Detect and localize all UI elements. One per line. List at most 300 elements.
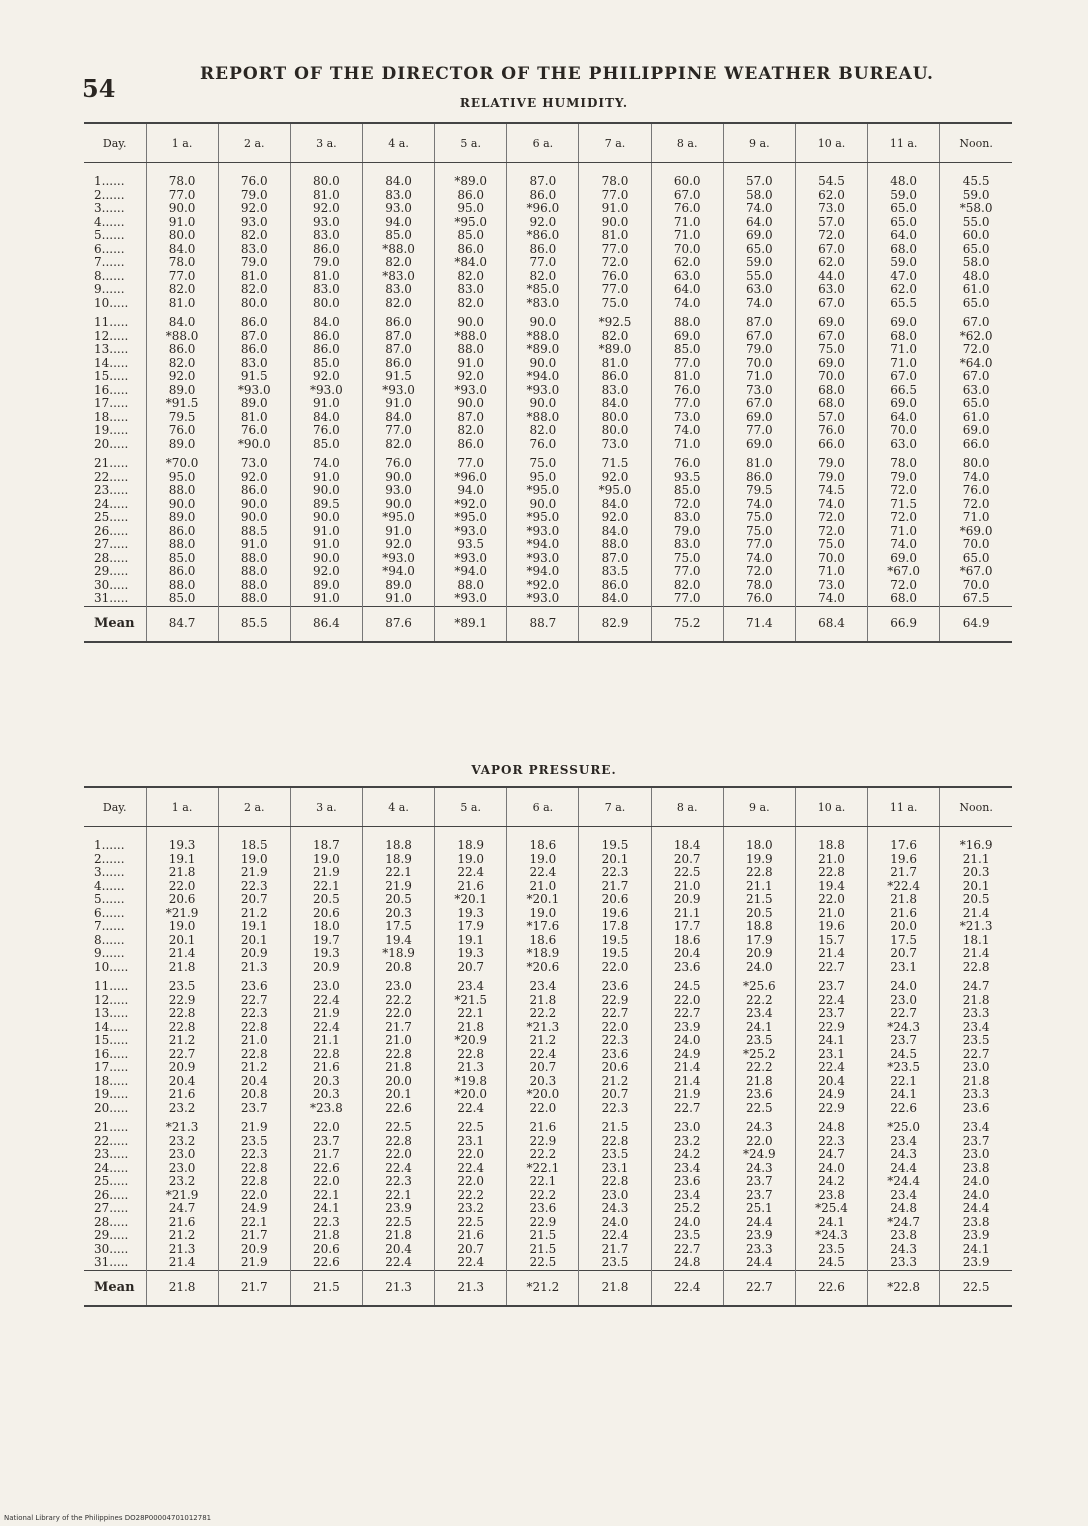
column-header: 1 a.	[146, 787, 218, 827]
table-cell: *88.0	[507, 411, 579, 425]
table-cell: 23.9	[940, 1256, 1012, 1270]
table-cell: 71.5	[868, 498, 940, 512]
table-cell: 17.8	[579, 920, 651, 934]
table-cell: 65.5	[868, 297, 940, 311]
table-cell: 90.0	[218, 511, 290, 525]
table-cell: 21.3	[146, 1243, 218, 1257]
table-cell: 20.1	[362, 1088, 434, 1102]
table-cell: 21.2	[218, 907, 290, 921]
table-cell: 70.0	[868, 424, 940, 438]
table-cell: 76.0	[723, 592, 795, 606]
table-cell: 72.0	[723, 565, 795, 579]
table-row	[84, 934, 1012, 948]
table-row	[84, 907, 1012, 921]
column-header: 2 a.	[218, 123, 290, 163]
table-cell: 23.7	[723, 1189, 795, 1203]
table-header-row	[84, 123, 1012, 163]
table-cell: *84.0	[435, 256, 507, 270]
table-cell: 24.4	[940, 1202, 1012, 1216]
table-cell: 19.0	[290, 853, 362, 867]
table-cell: 83.0	[362, 283, 434, 297]
day-label: 31.....	[94, 1255, 129, 1269]
table-cell: 90.0	[362, 498, 434, 512]
table-cell: 21.8	[146, 866, 218, 880]
table-cell: 20.9	[146, 1061, 218, 1075]
table-cell: 84.0	[579, 397, 651, 411]
day-label: 18.....	[94, 1073, 129, 1088]
table-cell: 81.0	[218, 411, 290, 425]
mean-row	[84, 606, 1012, 642]
table-cell: 92.0	[218, 471, 290, 485]
day-label: 29.....	[94, 564, 129, 578]
table-cell: 90.0	[362, 471, 434, 485]
table-cell: *93.0	[507, 552, 579, 566]
table-cell: 77.0	[579, 189, 651, 203]
table-row	[84, 1088, 1012, 1102]
table-cell: *19.8	[435, 1075, 507, 1089]
day-label: 26.....	[94, 523, 129, 538]
table-cell: 23.1	[795, 1048, 867, 1062]
table-cell: 19.5	[579, 947, 651, 961]
table-cell: *89.0	[435, 163, 507, 189]
mean-cell: 64.9	[940, 606, 1012, 642]
table-cell: 20.5	[290, 893, 362, 907]
table-cell: 73.0	[218, 451, 290, 471]
table-cell: 23.0	[940, 1061, 1012, 1075]
table-cell: 84.0	[362, 163, 434, 189]
table-cell: 23.5	[218, 1135, 290, 1149]
table-cell: 86.0	[146, 525, 218, 539]
table-cell: 23.5	[146, 974, 218, 994]
day-label: 12.....	[94, 992, 129, 1007]
table-row	[84, 202, 1012, 216]
table-cell: 67.0	[651, 189, 723, 203]
table-cell: 23.0	[146, 1162, 218, 1176]
table-cell: 22.0	[362, 1007, 434, 1021]
column-header: 5 a.	[435, 123, 507, 163]
table-cell: 74.0	[795, 592, 867, 606]
table-cell: 23.5	[651, 1229, 723, 1243]
table-cell: 82.0	[435, 424, 507, 438]
table-cell: 92.0	[290, 202, 362, 216]
table-cell: 21.6	[435, 1229, 507, 1243]
table-cell: 20.3	[290, 1075, 362, 1089]
table-cell: 22.0	[579, 1021, 651, 1035]
table-row	[84, 920, 1012, 934]
table-cell: *21.9	[146, 1189, 218, 1203]
table-cell: 25.1	[723, 1202, 795, 1216]
table-cell: 23.9	[940, 1229, 1012, 1243]
mean-cell: 21.5	[290, 1270, 362, 1306]
table-row	[84, 384, 1012, 398]
table-cell: 67.0	[795, 243, 867, 257]
table-cell: 22.1	[218, 1216, 290, 1230]
table-cell: 65.0	[940, 297, 1012, 311]
day-label: 22.....	[94, 1133, 129, 1148]
table-cell: 20.0	[868, 920, 940, 934]
table-cell: 76.0	[795, 424, 867, 438]
mean-row	[84, 1270, 1012, 1306]
table-cell: 23.7	[723, 1175, 795, 1189]
table-cell: 90.0	[507, 310, 579, 330]
table-cell: 20.5	[362, 893, 434, 907]
table-cell: 94.0	[435, 484, 507, 498]
day-label: 16.....	[94, 1046, 129, 1061]
table-cell: 67.0	[940, 310, 1012, 330]
table-cell: *93.0	[435, 592, 507, 606]
table-row	[84, 1243, 1012, 1257]
table-cell: *23.5	[868, 1061, 940, 1075]
column-header: Day.	[84, 787, 146, 827]
table-cell: 22.2	[723, 1061, 795, 1075]
day-label: 10.....	[94, 959, 129, 974]
table-cell: 60.0	[940, 229, 1012, 243]
table-row	[84, 163, 1012, 189]
column-header: 4 a.	[362, 787, 434, 827]
table-cell: 65.0	[868, 216, 940, 230]
table-cell: 63.0	[795, 283, 867, 297]
table-cell: 95.0	[146, 471, 218, 485]
table-cell: 24.3	[868, 1148, 940, 1162]
table-cell: 82.0	[362, 297, 434, 311]
table-cell: 21.0	[507, 880, 579, 894]
table-cell: 83.0	[290, 283, 362, 297]
table-cell: 22.4	[507, 866, 579, 880]
table-cell: 78.0	[579, 163, 651, 189]
table-cell: *25.0	[868, 1115, 940, 1135]
table-cell: *64.0	[940, 357, 1012, 371]
table-cell: 22.5	[723, 1102, 795, 1116]
table-cell: *24.4	[868, 1175, 940, 1189]
table-cell: 23.5	[579, 1148, 651, 1162]
table-cell: 21.8	[868, 893, 940, 907]
table-cell: 23.8	[795, 1189, 867, 1203]
table-cell: 91.0	[362, 397, 434, 411]
table-cell: *88.0	[435, 330, 507, 344]
table-cell: 22.4	[362, 1256, 434, 1270]
table-cell: 75.0	[579, 297, 651, 311]
mean-cell: 21.8	[146, 1270, 218, 1306]
day-label: 29.....	[94, 1228, 129, 1242]
table-cell: 77.0	[651, 565, 723, 579]
table-cell: *95.0	[579, 484, 651, 498]
table-cell: 22.4	[579, 1229, 651, 1243]
table-cell: 79.0	[290, 256, 362, 270]
table-cell: 19.1	[218, 920, 290, 934]
table-cell: 91.5	[362, 370, 434, 384]
table-cell: 88.0	[146, 579, 218, 593]
table-cell: 22.1	[435, 1007, 507, 1021]
table-cell: 20.9	[218, 947, 290, 961]
table-cell: 22.0	[290, 1175, 362, 1189]
table-cell: 80.0	[579, 411, 651, 425]
table-cell: *20.1	[507, 893, 579, 907]
table-cell: 23.4	[651, 1189, 723, 1203]
table-cell: 24.2	[651, 1148, 723, 1162]
table-cell: 23.2	[146, 1175, 218, 1189]
mean-cell: 88.7	[507, 606, 579, 642]
table-cell: 23.5	[795, 1243, 867, 1257]
column-header: 10 a.	[795, 123, 867, 163]
table-cell: 22.4	[795, 994, 867, 1008]
table-cell: 22.3	[795, 1135, 867, 1149]
table-cell: 71.0	[651, 216, 723, 230]
table-cell: 18.6	[507, 934, 579, 948]
table-cell: 90.0	[218, 498, 290, 512]
table-cell: 22.8	[218, 1162, 290, 1176]
table-cell: 24.0	[723, 961, 795, 975]
table-cell: 22.1	[362, 866, 434, 880]
table-cell: *25.2	[723, 1048, 795, 1062]
table-cell: 22.8	[723, 866, 795, 880]
table-row	[84, 438, 1012, 452]
table-cell: 23.0	[579, 1189, 651, 1203]
table-cell: 67.0	[868, 370, 940, 384]
table-cell: 18.6	[651, 934, 723, 948]
table-cell: 93.0	[362, 202, 434, 216]
table-cell: 22.3	[579, 866, 651, 880]
page-number: 54	[82, 74, 116, 103]
column-header: 11 a.	[868, 787, 940, 827]
table-cell: 21.4	[795, 947, 867, 961]
table-cell: 19.3	[435, 907, 507, 921]
table-cell: 92.0	[290, 565, 362, 579]
table-cell: 77.0	[651, 397, 723, 411]
table-cell: 78.0	[146, 163, 218, 189]
table-cell: 22.2	[362, 994, 434, 1008]
table-cell: 21.5	[723, 893, 795, 907]
table-cell: 22.7	[651, 1102, 723, 1116]
table-cell: 20.4	[218, 1075, 290, 1089]
mean-cell: 21.3	[435, 1270, 507, 1306]
table-cell: 74.0	[723, 498, 795, 512]
table-cell: 22.9	[507, 1216, 579, 1230]
table-cell: 47.0	[868, 270, 940, 284]
table-cell: 21.7	[868, 866, 940, 880]
table-cell: *88.0	[146, 330, 218, 344]
table-row	[84, 270, 1012, 284]
table-cell: 23.9	[651, 1021, 723, 1035]
table-cell: 23.2	[435, 1202, 507, 1216]
day-label: 5......	[94, 892, 125, 906]
table-cell: 23.6	[579, 974, 651, 994]
table-cell: 91.0	[290, 471, 362, 485]
day-label: 20.....	[94, 1100, 129, 1115]
table-cell: 23.9	[723, 1229, 795, 1243]
table-cell: 93.5	[651, 471, 723, 485]
table-cell: 57.0	[723, 163, 795, 189]
table-cell: 22.4	[435, 1102, 507, 1116]
table-cell: 60.0	[651, 163, 723, 189]
table-row	[84, 1216, 1012, 1230]
table-cell: 91.0	[290, 538, 362, 552]
table-cell: 19.9	[723, 853, 795, 867]
table-cell: 22.7	[940, 1048, 1012, 1062]
table-cell: 23.6	[940, 1102, 1012, 1116]
table-cell: 22.2	[507, 1189, 579, 1203]
table-cell: 76.0	[362, 451, 434, 471]
table-cell: 21.1	[651, 907, 723, 921]
day-label: 12.....	[94, 328, 129, 343]
table-cell: 87.0	[579, 552, 651, 566]
table-cell: 18.9	[435, 827, 507, 853]
table-cell: 66.5	[868, 384, 940, 398]
table-cell: 69.0	[723, 438, 795, 452]
table-cell: 73.0	[795, 202, 867, 216]
table-row	[84, 592, 1012, 606]
day-label: 27.....	[94, 1201, 129, 1215]
mean-cell: *22.8	[868, 1270, 940, 1306]
table-cell: 24.5	[795, 1256, 867, 1270]
table-cell: 21.2	[218, 1061, 290, 1075]
table-cell: 19.0	[507, 853, 579, 867]
column-header: 9 a.	[723, 787, 795, 827]
table-cell: 82.0	[435, 270, 507, 284]
table-cell: 86.0	[146, 343, 218, 357]
day-label: 30.....	[94, 1241, 129, 1256]
table-cell: 21.5	[579, 1115, 651, 1135]
table-cell: 23.8	[868, 1229, 940, 1243]
table-cell: 21.3	[218, 961, 290, 975]
table-cell: 22.0	[435, 1148, 507, 1162]
table-cell: 24.4	[868, 1162, 940, 1176]
table-cell: 86.0	[435, 189, 507, 203]
day-label: 15.....	[94, 369, 129, 383]
table-cell: 74.0	[723, 202, 795, 216]
table-cell: 22.8	[795, 866, 867, 880]
table-cell: *93.0	[290, 384, 362, 398]
table-cell: 86.0	[579, 370, 651, 384]
table-cell: 79.0	[795, 451, 867, 471]
table-cell: 22.1	[290, 880, 362, 894]
table-cell: 22.2	[723, 994, 795, 1008]
table-cell: 72.0	[868, 511, 940, 525]
table-cell: *24.9	[723, 1148, 795, 1162]
table-cell: 55.0	[940, 216, 1012, 230]
table-cell: 21.6	[290, 1061, 362, 1075]
table-cell: 21.7	[362, 1021, 434, 1035]
day-label: 24.....	[94, 1160, 129, 1175]
table-cell: 24.9	[795, 1088, 867, 1102]
mean-cell: 86.4	[290, 606, 362, 642]
table-cell: 23.6	[218, 974, 290, 994]
table-cell: 21.8	[507, 994, 579, 1008]
table-cell: 22.8	[290, 1048, 362, 1062]
table-cell: 21.0	[795, 907, 867, 921]
table-cell: *24.7	[868, 1216, 940, 1230]
table-cell: 85.0	[290, 438, 362, 452]
table-cell: 74.0	[290, 451, 362, 471]
table-cell: 21.5	[507, 1243, 579, 1257]
table-cell: 68.0	[868, 243, 940, 257]
table-cell: 74.0	[651, 424, 723, 438]
day-label: 1......	[94, 838, 125, 852]
table-cell: 18.6	[507, 827, 579, 853]
column-header: 6 a.	[507, 787, 579, 827]
table-cell: 23.6	[651, 961, 723, 975]
table-cell: 24.1	[795, 1216, 867, 1230]
table-cell: 25.2	[651, 1202, 723, 1216]
table-cell: *85.0	[507, 283, 579, 297]
table-cell: 73.0	[579, 438, 651, 452]
table-cell: 21.8	[290, 1229, 362, 1243]
vapor-pressure-caption: VAPOR PRESSURE.	[471, 763, 617, 777]
table-cell: 22.4	[362, 1162, 434, 1176]
table-cell: 64.0	[868, 229, 940, 243]
table-row	[84, 1061, 1012, 1075]
table-cell: 91.0	[290, 592, 362, 606]
table-row	[84, 1075, 1012, 1089]
table-cell: 79.0	[795, 471, 867, 485]
table-cell: *25.6	[723, 974, 795, 994]
table-cell: 23.0	[940, 1148, 1012, 1162]
table-cell: 88.0	[218, 565, 290, 579]
mean-cell: 21.8	[579, 1270, 651, 1306]
table-cell: 21.0	[795, 853, 867, 867]
table-cell: 80.0	[940, 451, 1012, 471]
day-label: 26.....	[94, 1187, 129, 1202]
table-cell: 22.4	[435, 1256, 507, 1270]
table-cell: 72.0	[651, 498, 723, 512]
table-cell: 90.0	[579, 216, 651, 230]
table-cell: 90.0	[435, 310, 507, 330]
table-cell: 93.0	[290, 216, 362, 230]
table-row	[84, 330, 1012, 344]
table-cell: 22.5	[435, 1216, 507, 1230]
table-row	[84, 1189, 1012, 1203]
table-cell: 83.0	[651, 511, 723, 525]
table-cell: 71.0	[868, 357, 940, 371]
table-cell: 86.0	[362, 357, 434, 371]
table-cell: 71.0	[868, 525, 940, 539]
table-cell: 22.0	[290, 1115, 362, 1135]
table-cell: 81.0	[579, 229, 651, 243]
table-cell: 86.0	[290, 343, 362, 357]
table-cell: 57.0	[795, 216, 867, 230]
table-cell: 79.0	[218, 256, 290, 270]
table-cell: *92.5	[579, 310, 651, 330]
table-cell: 70.0	[795, 552, 867, 566]
table-cell: 92.0	[507, 216, 579, 230]
column-header: 8 a.	[651, 123, 723, 163]
table-cell: 70.0	[651, 243, 723, 257]
table-cell: 84.0	[146, 243, 218, 257]
table-cell: 84.0	[579, 525, 651, 539]
table-cell: *20.6	[507, 961, 579, 975]
day-label: 24.....	[94, 496, 129, 511]
table-cell: *89.0	[507, 343, 579, 357]
relative-humidity-table	[84, 122, 1012, 643]
table-cell: 22.0	[795, 893, 867, 907]
table-cell: 91.0	[362, 525, 434, 539]
table-cell: 22.0	[723, 1135, 795, 1149]
table-cell: 65.0	[940, 397, 1012, 411]
mean-cell: *21.2	[507, 1270, 579, 1306]
table-row	[84, 1229, 1012, 1243]
table-cell: 19.3	[290, 947, 362, 961]
table-cell: *23.8	[290, 1102, 362, 1116]
table-cell: *20.1	[435, 893, 507, 907]
day-label: 21.....	[94, 1120, 129, 1134]
table-cell: 20.7	[651, 853, 723, 867]
table-cell: 23.3	[868, 1256, 940, 1270]
table-cell: 19.0	[507, 907, 579, 921]
table-cell: 20.8	[362, 961, 434, 975]
table-cell: 72.0	[795, 511, 867, 525]
table-cell: 88.0	[579, 538, 651, 552]
running-header: REPORT OF THE DIRECTOR OF THE PHILIPPINE WEATHER BUREAU.	[200, 64, 934, 84]
table-cell: 85.0	[651, 484, 723, 498]
